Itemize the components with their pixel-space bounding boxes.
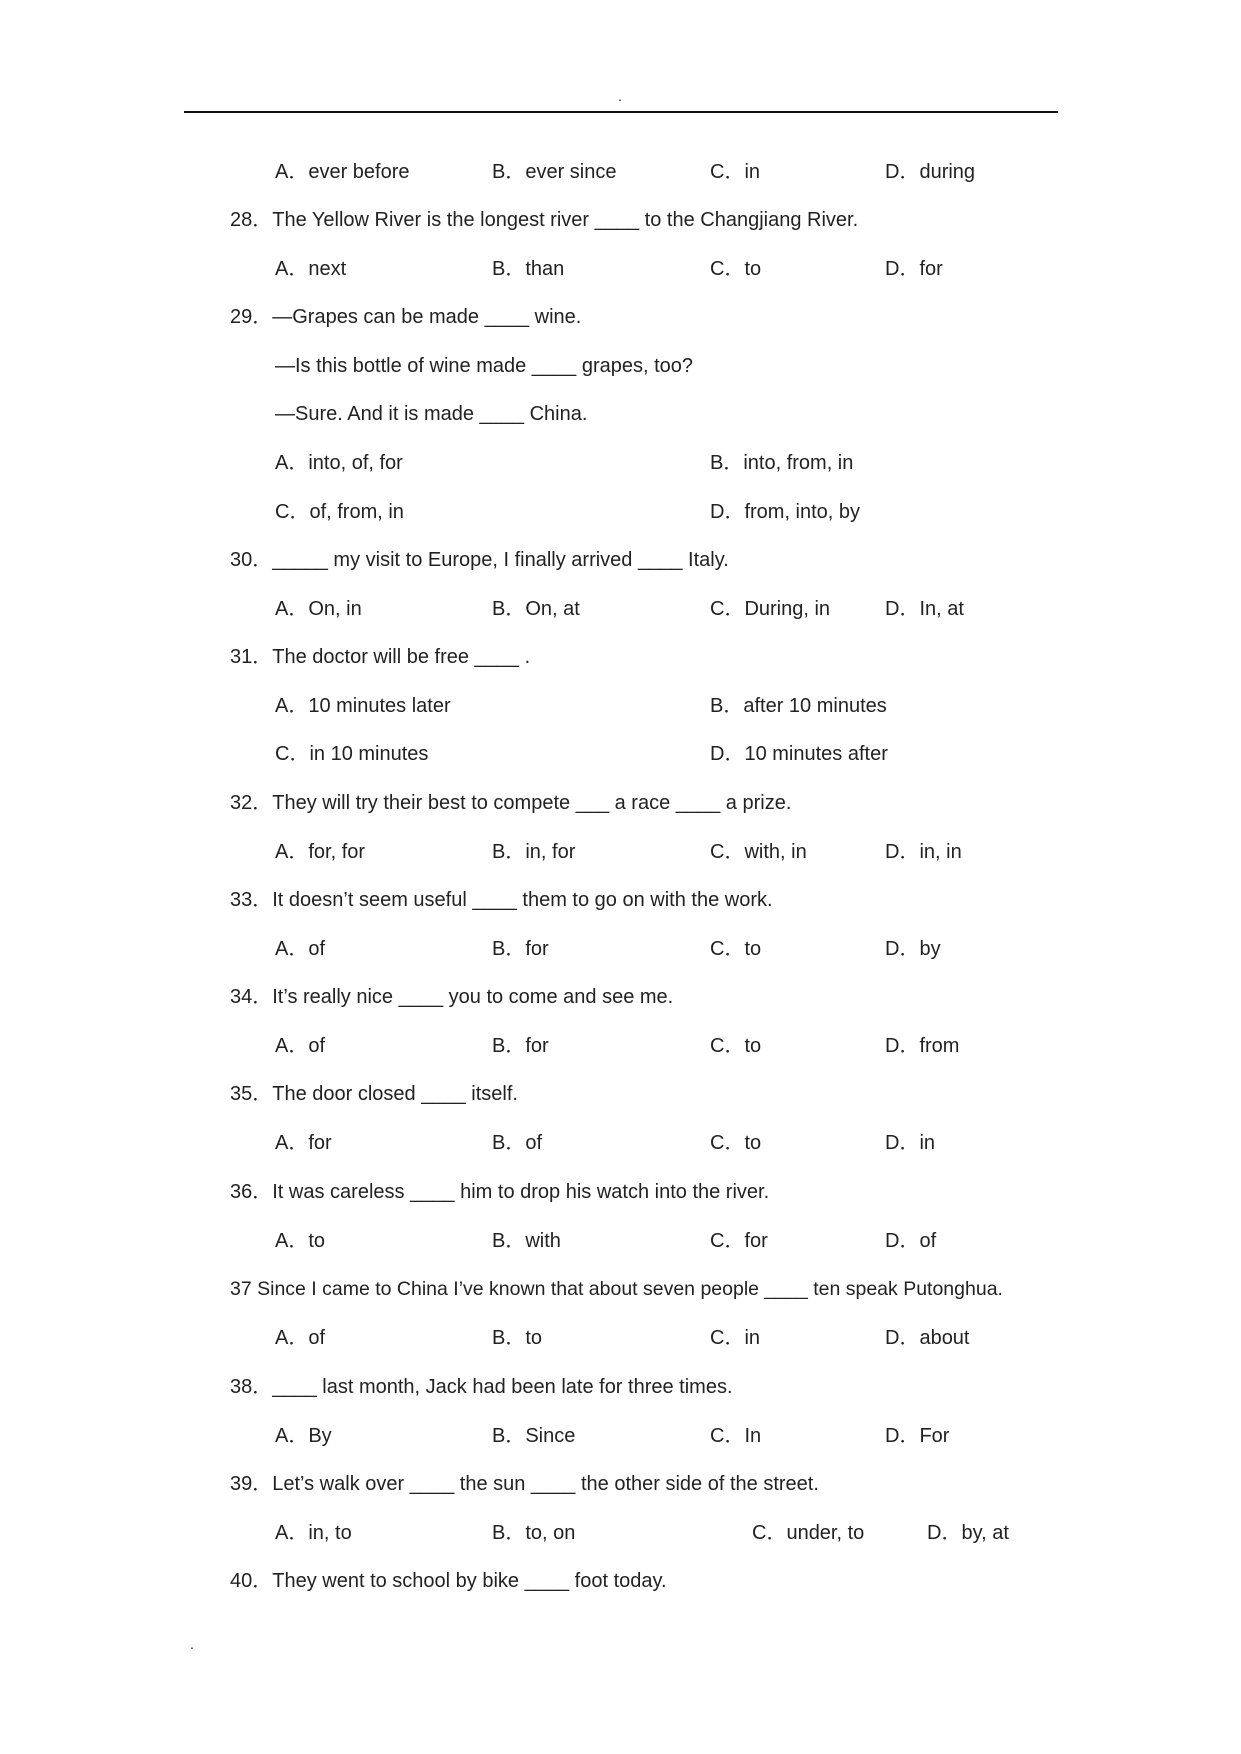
question-29-line-2: —Is this bottle of wine made ____ grapes, too? <box>275 355 694 377</box>
q30-option-d: D．In, at <box>885 598 964 620</box>
question-29: 29．—Grapes can be made ____ wine. <box>230 306 582 328</box>
q31-option-a: A．10 minutes later <box>275 695 451 717</box>
q28-option-b: B．than <box>492 258 565 280</box>
q27-option-d: D．during <box>885 161 976 183</box>
q37-option-d: D．about <box>885 1327 970 1349</box>
q34-option-d: D．from <box>885 1035 960 1057</box>
q36-option-a: A．to <box>275 1230 326 1252</box>
q29-option-c: C．of, from, in <box>275 501 404 523</box>
q34-option-a: A．of <box>275 1035 326 1057</box>
header-rule <box>184 111 1058 113</box>
question-32: 32．They will try their best to compete ___ a race ____ a prize. <box>230 792 792 814</box>
q31-option-b: B．after 10 minutes <box>710 695 887 717</box>
question-33: 33．It doesn’t seem useful ____ them to go on with the work. <box>230 889 773 911</box>
q29-option-a: A．into, of, for <box>275 452 403 474</box>
question-36: 36．It was careless ____ him to drop his watch into the river. <box>230 1181 770 1203</box>
q34-option-b: B．for <box>492 1035 549 1057</box>
question-31: 31．The doctor will be free ____ . <box>230 646 531 668</box>
q33-option-a: A．of <box>275 938 326 960</box>
q36-option-c: C．for <box>710 1230 768 1252</box>
q39-option-c: C．under, to <box>752 1522 865 1544</box>
q39-option-b: B．to, on <box>492 1522 576 1544</box>
q35-option-a: A．for <box>275 1132 332 1154</box>
question-28: 28．The Yellow River is the longest river ____ to the Changjiang River. <box>230 209 859 231</box>
q35-option-d: D．in <box>885 1132 936 1154</box>
q37-option-c: C．in <box>710 1327 761 1349</box>
question-38: 38．____ last month, Jack had been late for three times. <box>230 1376 733 1398</box>
q30-option-c: C．During, in <box>710 598 831 620</box>
question-37: 37 Since I came to China I’ve known that about seven people ____ ten speak Putonghua. <box>230 1278 1003 1300</box>
q30-option-a: A．On, in <box>275 598 362 620</box>
q37-option-a: A．of <box>275 1327 326 1349</box>
question-39: 39．Let’s walk over ____ the sun ____ the other side of the street. <box>230 1473 819 1495</box>
q31-option-c: C．in 10 minutes <box>275 743 429 765</box>
q33-option-c: C．to <box>710 938 762 960</box>
q33-option-b: B．for <box>492 938 549 960</box>
q28-option-a: A．next <box>275 258 347 280</box>
q38-option-a: A．By <box>275 1425 332 1447</box>
q28-option-d: D．for <box>885 258 943 280</box>
question-34: 34．It’s really nice ____ you to come and see me. <box>230 986 674 1008</box>
q38-option-b: B．Since <box>492 1425 576 1447</box>
q35-option-b: B．of <box>492 1132 543 1154</box>
q38-option-c: C．In <box>710 1425 762 1447</box>
q36-option-b: B．with <box>492 1230 561 1252</box>
q39-option-d: D．by, at <box>927 1522 1009 1544</box>
question-30: 30．_____ my visit to Europe, I finally arrived ____ Italy. <box>230 549 729 571</box>
q37-option-b: B．to <box>492 1327 543 1349</box>
q32-option-b: B．in, for <box>492 841 576 863</box>
footer-dot: . <box>190 1636 194 1652</box>
q28-option-c: C．to <box>710 258 762 280</box>
q27-option-a: A．ever before <box>275 161 410 183</box>
q29-option-b: B．into, from, in <box>710 452 854 474</box>
q33-option-d: D．by <box>885 938 941 960</box>
q30-option-b: B．On, at <box>492 598 580 620</box>
question-35: 35．The door closed ____ itself. <box>230 1083 518 1105</box>
q34-option-c: C．to <box>710 1035 762 1057</box>
q31-option-d: D．10 minutes after <box>710 743 888 765</box>
question-29-line-3: —Sure. And it is made ____ China. <box>275 403 588 425</box>
q39-option-a: A．in, to <box>275 1522 352 1544</box>
q27-option-b: B．ever since <box>492 161 617 183</box>
q35-option-c: C．to <box>710 1132 762 1154</box>
q32-option-d: D．in, in <box>885 841 962 863</box>
q29-option-d: D．from, into, by <box>710 501 861 523</box>
question-40: 40．They went to school by bike ____ foot today. <box>230 1570 667 1592</box>
q32-option-c: C．with, in <box>710 841 807 863</box>
q32-option-a: A．for, for <box>275 841 366 863</box>
q36-option-d: D．of <box>885 1230 937 1252</box>
q27-option-c: C．in <box>710 161 761 183</box>
q38-option-d: D．For <box>885 1425 950 1447</box>
header-dot: . <box>618 88 622 104</box>
